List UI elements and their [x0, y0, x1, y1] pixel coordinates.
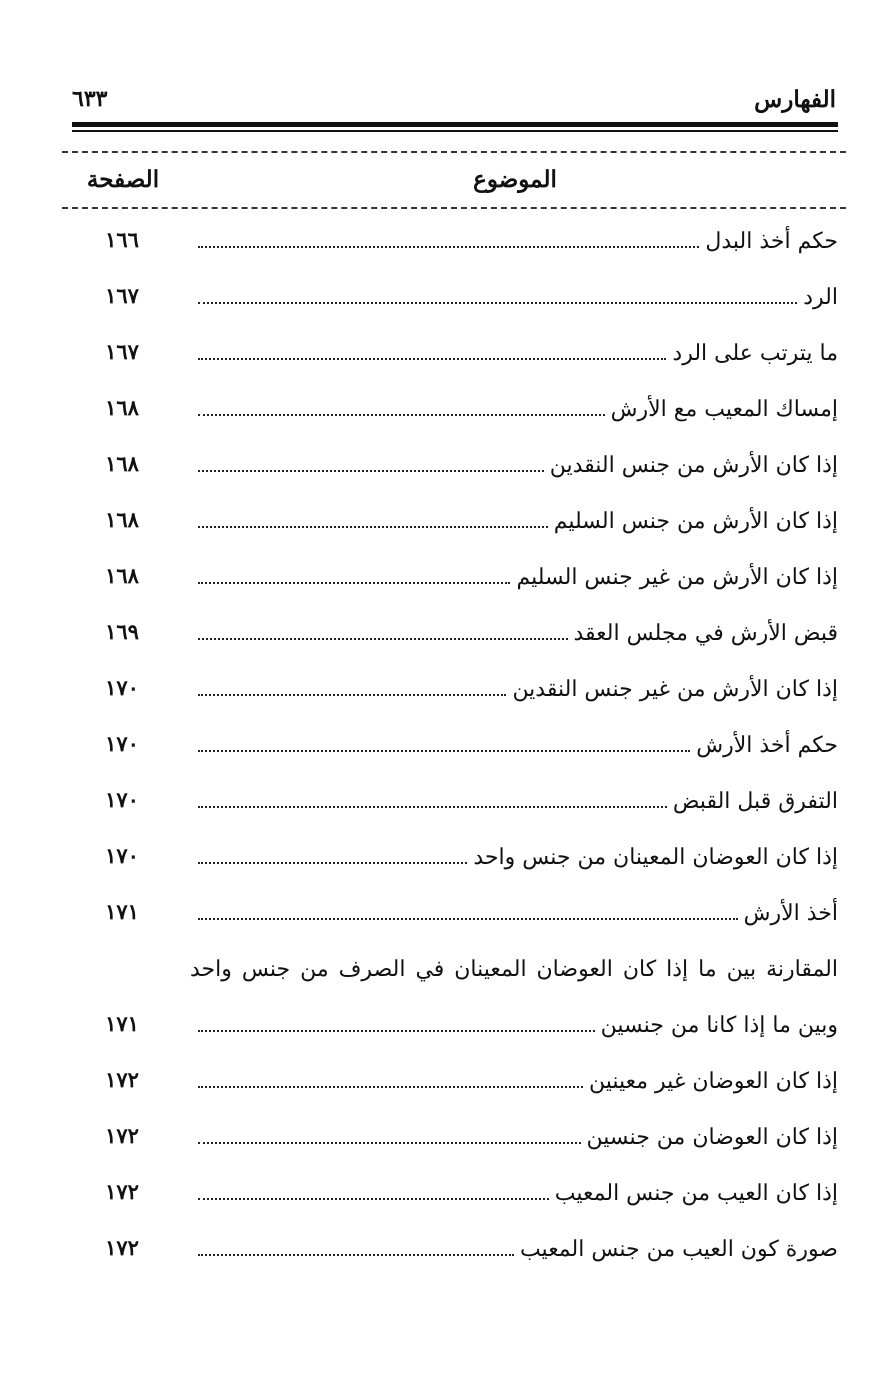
entry-page-number: ١٦٨: [105, 395, 139, 420]
dot-leader: [198, 862, 467, 864]
dot-leader: [198, 918, 738, 920]
entry-page-number: ١٧٠: [105, 787, 139, 812]
page-number: ٦٣٣: [72, 86, 108, 112]
entry-title: ما يترتب على الرد: [672, 341, 838, 366]
entry-title: إذا كان الأرش من جنس النقدين: [549, 453, 838, 478]
entry-title: حكم أخذ الأرش: [696, 733, 838, 758]
entry-page-number: ١٧٢: [105, 1235, 139, 1260]
index-entry: [62, 268, 838, 324]
entry-page-number: ١٧١: [105, 1011, 139, 1036]
entry-title: إذا كان الأرش من غير جنس السليم: [516, 565, 838, 590]
index-entry-wrapped-line: [62, 940, 838, 996]
entry-title: إذا كان الأرش من جنس السليم: [553, 509, 838, 534]
dot-leader: [198, 358, 666, 360]
entry-title: إذا كان العوضان غير معينين: [588, 1069, 838, 1094]
entry-page-number: ١٦٨: [105, 451, 139, 476]
column-header-bottom-divider: [62, 207, 846, 209]
index-entry: [62, 380, 838, 436]
index-entry: [62, 436, 838, 492]
index-entry: [62, 996, 838, 1052]
dot-leader: [198, 638, 568, 640]
running-header: [72, 86, 836, 122]
index-entry: [62, 212, 838, 268]
header-rule-thin: [72, 130, 838, 132]
entry-title: إذا كان العوضان المعينان من جنس واحد: [473, 845, 838, 870]
dot-leader: [198, 1198, 549, 1200]
index-entry: [62, 1220, 838, 1276]
dot-leader: [198, 806, 667, 808]
entry-page-number: ١٦٦: [105, 227, 139, 252]
entry-page-number: ١٧٠: [105, 675, 139, 700]
index-entry: [62, 716, 838, 772]
index-entry: [62, 660, 838, 716]
dot-leader: [198, 694, 506, 696]
index-entry: [62, 884, 838, 940]
entry-title: إذا كان العيب من جنس المعيب: [554, 1181, 838, 1206]
entry-title: حكم أخذ البدل: [705, 229, 838, 254]
entry-page-number: ١٧٢: [105, 1123, 139, 1148]
index-entry: [62, 1052, 838, 1108]
dot-leader: [198, 470, 544, 472]
entry-title: الرد: [803, 285, 838, 310]
entry-page-number: ١٧٢: [105, 1067, 139, 1092]
entry-title: التفرق قبل القبض: [672, 789, 838, 814]
dot-leader: [198, 582, 510, 584]
entry-page-number: ١٧٢: [105, 1179, 139, 1204]
dot-leader: [198, 526, 548, 528]
entry-page-number: ١٦٩: [105, 619, 139, 644]
entry-title: وبين ما إذا كانا من جنسين: [600, 1013, 838, 1038]
entry-page-number: ١٦٧: [105, 339, 139, 364]
index-entry: [62, 828, 838, 884]
dot-leader: [198, 1254, 514, 1256]
index-entry: [62, 324, 838, 380]
entry-title: قبض الأرش في مجلس العقد: [573, 621, 838, 646]
entry-title: إذا كان الأرش من غير جنس النقدين: [512, 677, 838, 702]
entry-page-number: ١٦٨: [105, 563, 139, 588]
entry-page-number: ١٧٠: [105, 843, 139, 868]
index-entry: [62, 548, 838, 604]
column-header-topic: الموضوع: [473, 166, 557, 193]
entry-page-number: ١٧١: [105, 899, 139, 924]
dot-leader: [198, 414, 605, 416]
entry-title: إمساك المعيب مع الأرش: [610, 397, 838, 422]
entry-title: المقارنة بين ما إذا كان العوضان المعينان في الصرف من جنس واحد: [190, 957, 838, 982]
entry-page-number: ١٦٧: [105, 283, 139, 308]
index-entry: [62, 604, 838, 660]
index-entry: [62, 1164, 838, 1220]
column-header-page: الصفحة: [86, 166, 160, 193]
entry-page-number: ١٧٠: [105, 731, 139, 756]
index-entry: [62, 492, 838, 548]
dot-leader: [198, 1086, 583, 1088]
index-entry: [62, 1108, 838, 1164]
header-rule-thick: [72, 122, 838, 127]
entry-title: صورة كون العيب من جنس المعيب: [519, 1237, 838, 1262]
dot-leader: [198, 1142, 581, 1144]
dot-leader: [198, 1030, 595, 1032]
section-title: الفهارس: [754, 86, 836, 113]
index-entries: [62, 212, 838, 1276]
index-entry: [62, 772, 838, 828]
column-header-top-divider: [62, 151, 846, 153]
entry-page-number: ١٦٨: [105, 507, 139, 532]
dot-leader: [198, 302, 797, 304]
dot-leader: [198, 246, 699, 248]
entry-title: إذا كان العوضان من جنسين: [586, 1125, 838, 1150]
entry-title: أخذ الأرش: [743, 901, 838, 926]
dot-leader: [198, 750, 690, 752]
